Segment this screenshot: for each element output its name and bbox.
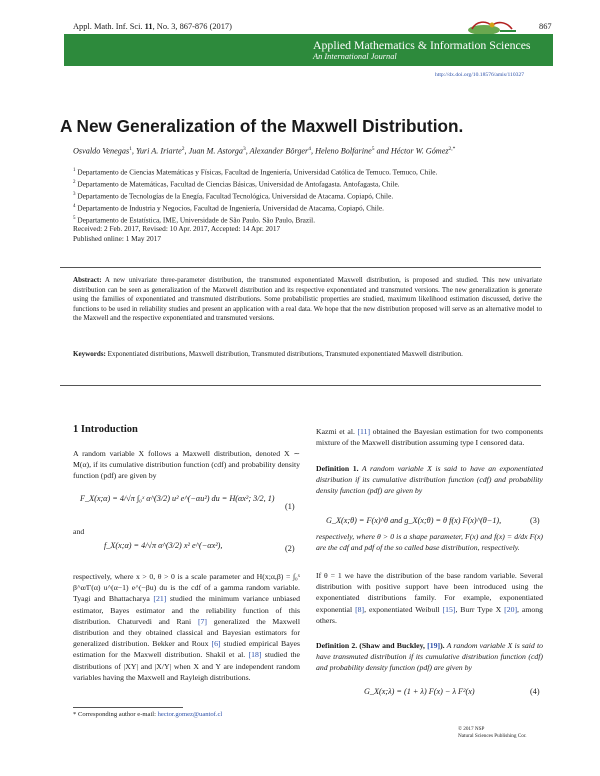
equation-1: F_X(x;α) = 4/√π ∫₀ˣ α^(3/2) u² e^(−αu²) du = H(αx²; 3/2, 1) <box>80 494 275 503</box>
corresponding-author: * Corresponding author e-mail: hector.gomez@uantof.cl <box>73 711 223 718</box>
equation-number: (3) <box>530 516 540 525</box>
intro-paragraph-1: A random variable X follows a Maxwell distribution, denoted X ∼ M(α), if its cumulative distribution function (cdf) and probability density function (pdf) are given by <box>73 449 300 481</box>
citation-link[interactable]: [18] <box>248 650 262 660</box>
footnote-rule <box>73 707 183 708</box>
running-header: Appl. Math. Inf. Sci. 11, No. 3, 867-876 (2017) <box>73 22 232 31</box>
author: Héctor W. Gómez <box>390 146 449 156</box>
divider <box>60 385 541 386</box>
author: Juan M. Astorga <box>188 146 243 156</box>
citation-link[interactable]: [19] <box>427 641 441 650</box>
journal-title: Applied Mathematics & Information Sciences <box>313 38 531 52</box>
equation-number: (4) <box>530 687 540 696</box>
right-paragraph-1: Kazmi et al. [11] obtained the Bayesian estimation for two components mixture of the Maxwell distribution assuming type I censored data. <box>316 427 543 448</box>
copyright-notice: © 2017 NSP Natural Sciences Publishing Cor. <box>458 726 527 739</box>
and-text: and <box>73 527 85 536</box>
affiliations: $^1$ Departamento de Ciencias Matemáticas y Físicas, Facultad de Ingeniería, Universidad Católica de Temuco. Temuco, Chile. $^2$ Departamento de Matemáticas, Facultad de Ciencias Básicas, Universidad de Antofagasta. Antofagasta, Chile. $^3$ Departamento de Tecnologías de la Enegía, Facultad Tecnológica, Universidad de Atacama. Copiapó, Chile. $^4$ Departamento de Industria y Negocios, Facultad de Ingeniería, Universidad de Atacama, Copiapó, Chile. $^5$ Departamento de Estatística, IME, Universidade de São Paulo. São Paulo, Brazil. <box>73 167 438 225</box>
author: Osvaldo Venegas <box>73 146 130 156</box>
definition-1-continued: respectively, where θ > 0 is a shape parameter, F(x) and f(x) = d/dx F(x) are the cdf and pdf of the so called base distribution, respectively. <box>316 532 543 553</box>
equation-3: G_X(x;θ) = F(x)^θ and g_X(x;θ) = θ f(x) F(x)^(θ−1), <box>326 516 502 525</box>
doi-link[interactable]: http://dx.doi.org/10.18576/amis/110327 <box>435 72 525 78</box>
author: Alexander Börger <box>249 146 309 156</box>
equation-number: (1) <box>285 502 295 511</box>
citation-link[interactable]: [6] <box>211 639 221 649</box>
equation-2: f_X(x;α) = 4/√π α^(3/2) x² e^(−αx²), <box>104 541 223 550</box>
intro-paragraph-2: respectively, where x > 0, θ > 0 is a scale parameter and H(x;α,β) = ∫₀ˣ β^α/Γ(α) u^(α−1) e^(−βu) du is the cdf of a gamma random variable. Tyagi and Bhattacharya [21] studied the minimum variance unbiased estimator, Bayes estimator and the reliability function of this distribution. Chaturvedi and Rani [7] generalized the Maxwell distribution and they obtained classical and Bayesian estimators for generalized distribution. Bekker and Roux [6] studied empirical Bayes estimation for the Maxwell distribution. Shakil et al. [18] studied the distributions of |XY| and |X/Y| when X and Y are independent random variables having the Maxwell and Rayleigh distributions. <box>73 572 300 682</box>
author: Heleno Bolfarine <box>315 146 372 156</box>
divider <box>60 267 541 268</box>
citation-link[interactable]: [8] <box>355 604 365 614</box>
definition-2: Definition 2. (Shaw and Buckley, [19]). A random variable X is said to have transmuted distribution if its cumulative distribution function (cdf) and probability density function (pdf) are given by <box>316 641 543 673</box>
right-paragraph-2: If θ = 1 we have the distribution of the base random variable. Several distribution with positive support have been introduced using the exponentiated distributions family. For example, exponentiated exponential [8], exponentiated Weibull [15], Burr Type X [20], among others. <box>316 571 544 625</box>
definition-1: Definition 1. A random variable X is said to have an exponentiated distribution if its cumulative distribution function (cdf) and probability density function (pdf) are given by <box>316 464 544 496</box>
section-heading: 1 Introduction <box>73 424 138 435</box>
citation-link[interactable]: [7] <box>197 616 207 626</box>
author: Yuri A. Iriarte <box>136 146 182 156</box>
citation-link[interactable]: [15] <box>442 604 456 614</box>
equation-4: G_X(x;λ) = (1 + λ) F(x) − λ F²(x) <box>364 687 475 696</box>
journal-subtitle: An International Journal <box>313 52 397 61</box>
equation-number: (2) <box>285 544 295 553</box>
paper-title: A New Generalization of the Maxwell Distribution. <box>60 116 464 136</box>
author-list: Osvaldo Venegas$^1$, Yuri A. Iriarte$^2$, Juan M. Astorga$^3$, Alexander Börger$^4$, Heleno Bolfarine$^5$ and Héctor W. Gómez$^{2,*}$ <box>73 146 456 156</box>
page-number: 867 <box>539 22 552 31</box>
citation-link[interactable]: [21] <box>153 594 167 604</box>
citation-link[interactable]: [11] <box>357 427 371 436</box>
publication-dates: Received: 2 Feb. 2017, Revised: 10 Apr. 2017, Accepted: 14 Apr. 2017 Published online: 1 May 2017 <box>73 224 281 243</box>
abstract: Abstract: A new univariate three-parameter distribution, the transmuted exponentiated Maxwell distribution, is proposed and studied. This new univariate distribution can be seen as generalization of the Maxwell distribution and its respective exponentiated and transmuted versions. The new generalization is generate using the families of exponentiated and transmuted distributions. Some probabilistic properties are studied, maximum likelihood estimation discussed, derive the functions to be used in reliability studies and present an application with a real data. We hope that the new distribution proposed will serve as an alternative model to the Maxwell and the respective exponentiated and transmuted versions. <box>73 276 542 323</box>
keywords: Keywords: Exponentiated distributions, Maxwell distribution, Transmuted distributions, Transmuted exponentiated Maxwell distribution. <box>73 350 463 358</box>
email-link[interactable]: hector.gomez@uantof.cl <box>157 711 223 718</box>
citation-link[interactable]: [20] <box>504 604 518 614</box>
